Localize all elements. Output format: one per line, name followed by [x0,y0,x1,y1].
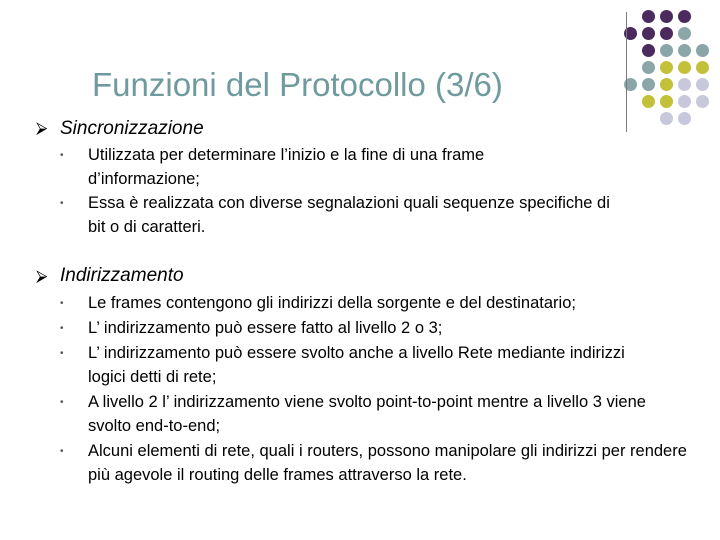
bullet-dot-icon: • [60,397,64,408]
dot [660,44,673,57]
dot [678,44,691,57]
dot [678,78,691,91]
dot [660,10,673,23]
bullet-text: A livello 2 l’ indirizzamento viene svolto point-to-point mentre a livello 3 viene svolto end-to-end; [88,393,646,435]
dot [696,44,709,57]
dot [660,27,673,40]
dot [696,95,709,108]
dot [642,44,655,57]
bullet-dot-icon: • [60,198,64,209]
dot [678,95,691,108]
bullet-text: Alcuni elementi di rete, quali i routers, possono manipolare gli indirizzi per rendere più agevole il routing delle frames attraverso la rete. [88,442,687,484]
bullet-dot-icon: • [60,298,64,309]
bullet-dot-icon: • [60,323,64,334]
dot [678,10,691,23]
bullet-text: L’ indirizzamento può essere fatto al livello 2 o 3; [88,319,443,337]
dot [642,27,655,40]
bullet-dot-icon: • [60,348,64,359]
bullet-text: Le frames contengono gli indirizzi della sorgente e del destinatario; [88,294,576,312]
dot [642,95,655,108]
dot [678,61,691,74]
bullet-text: L’ indirizzamento può essere svolto anche a livello Rete mediante indirizzi logici detti di rete; [88,344,625,386]
dot [642,61,655,74]
slide-title: Funzioni del Protocollo (3/6) [92,66,503,103]
bullet-text: Utilizzata per determinare l’inizio e la fine di una frame d’informazione; [88,146,485,188]
section-heading-indirizzamento: Indirizzamento [60,265,184,286]
dot [660,78,673,91]
bullet-text: Essa è realizzata con diverse segnalazioni quali sequenze specifiche di bit o di caratteri. [88,194,610,236]
dot [696,61,709,74]
dot [642,78,655,91]
dot [660,95,673,108]
dot [660,61,673,74]
dot [678,112,691,125]
dot [642,10,655,23]
dot [660,112,673,125]
arrow-bullet-icon: ⮚ [36,120,48,137]
bullet-dot-icon: • [60,150,64,161]
divider-line [626,12,627,132]
arrow-bullet-icon: ⮚ [36,268,48,285]
bullet-dot-icon: • [60,446,64,457]
dot [696,78,709,91]
dot [678,27,691,40]
section-heading-sincronizzazione: Sincronizzazione [60,118,204,139]
